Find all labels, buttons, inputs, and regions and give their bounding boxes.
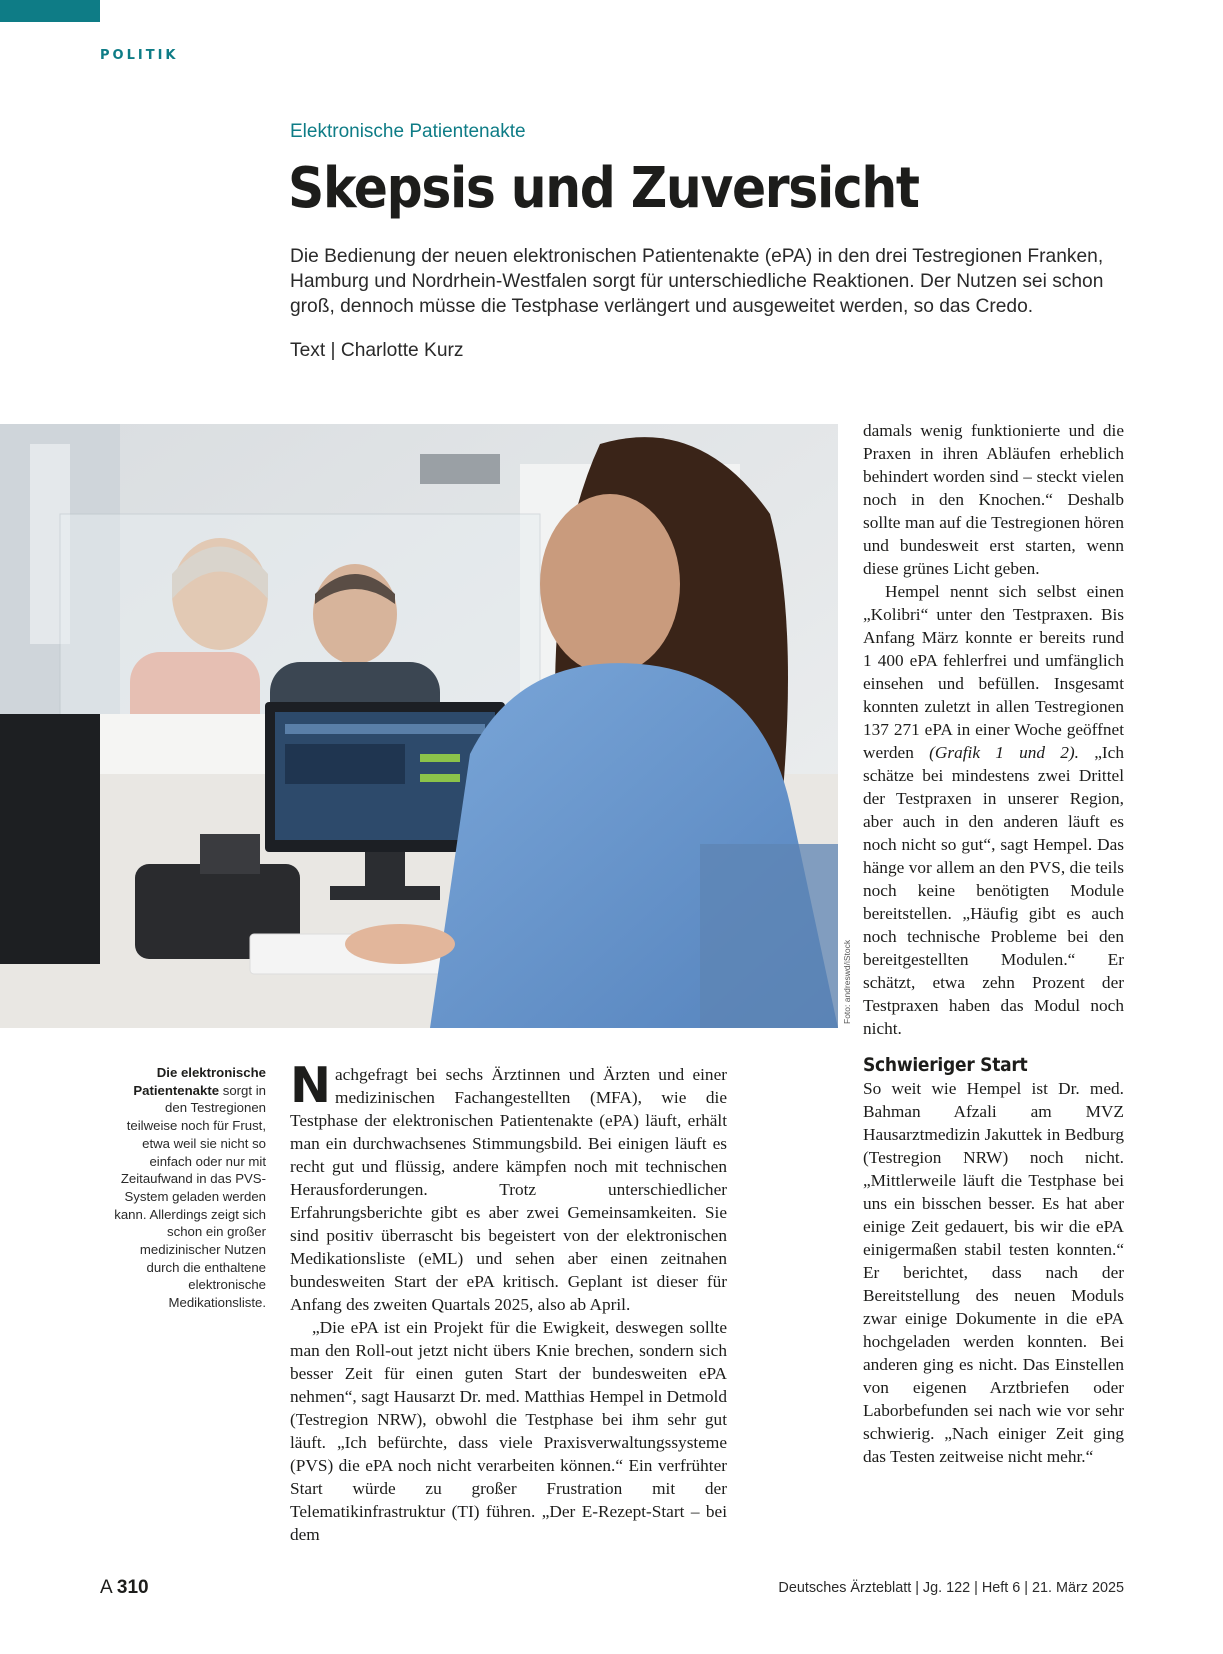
body-column-middle: [290, 1057, 727, 1546]
body-paragraph-2: „Die ePA ist ein Projekt für die Ewigkeit, deswegen sollte man den Roll-out jetzt nicht übers Knie brechen, sondern sich besser Zeit für einen guten Start der bundesweiten ePA nehmen“, sagt Hausarzt Dr. med. Matthias Hempel in Detmold (Testregion NRW), obwohl die Testphase bei ihm sehr gut läuft. „Ich befürchte, dass viele Praxisverwaltungssysteme (PVS) die ePA noch nicht verarbeiten können.“ Ein verfrühter Start würde zu großer Frustration mit der Telematikinfrastruktur (TI) führen. „Der E-Rezept-Start – bei dem: [290, 1318, 727, 1544]
journal-reference: Deutsches Ärzteblatt | Jg. 122 | Heft 6 | 21. März 2025: [778, 1580, 1124, 1596]
article-title: Skepsis und Zuversicht: [288, 156, 919, 221]
page-number-value: 310: [116, 1577, 149, 1598]
page-number: [100, 1577, 149, 1599]
paragraph-1-text: achgefragt bei sechs Ärztinnen und Ärzten und einer medizinischen Fachangestellten (MFA), wie die Testphase der elektronischen Patientenakte (ePA) läuft, erhält man ein durchwachsenes Stimmungsbild. Bei einigen läuft es recht gut und flüssig, andere kämpfen noch mit technischen Herausforderungen. Trotz unterschiedlicher Erfahrungsberichte gibt es aber zwei Gemeinsamkeiten. Sie sind positiv überrascht bis begeistert von der elektronischen Medikationsliste (eML) und sehen aber einen zeitnahen bundesweiten Start der ePA kritisch. Geplant ist dieser für Anfang des zweiten Quartals 2025, also ab April.: [290, 1065, 727, 1314]
body-column-right: [863, 419, 1124, 1468]
body-paragraph-1: [290, 1057, 727, 1316]
paragraph-4-text-b: „Ich schätze bei mindestens zwei Drittel der Testpraxen in unserer Region, aber auch in den anderen läuft es noch nicht so gut“, sagt Hempel. Das hänge vor allem an den PVS, die teils noch keine benötigten Module bereitstellen. „Häufig gibt es auch noch technische Probleme bei den bereitgestellten Modulen.“ Er schätzt, etwa zehn Prozent der Testpraxen haben das Modul noch nicht.: [863, 743, 1124, 1038]
caption-text: sorgt in den Testregionen teilweise noch für Frust, etwa weil sie nicht so einfach oder nur mit Zeitaufwand in das PVS-System geladen werden kann. Allerdings zeigt sich schon ein großer medizinischer Nutzen durch die enthaltene elektronische Medikationsliste.: [114, 1082, 266, 1311]
article-byline: Text | Charlotte Kurz: [290, 340, 464, 361]
section-label: POLITIK: [100, 48, 179, 63]
article-photo: [0, 424, 838, 1028]
graphic-reference: (Grafik 1 und 2).: [929, 743, 1079, 762]
photo-credit: Foto: andreswd/iStock: [842, 939, 852, 1024]
article-lead: Die Bedienung der neuen elektronischen Patientenakte (ePA) in den drei Testregionen Franken, Hamburg und Nordrhein-Westfalen sorgt für unterschiedliche Reaktionen. Der Nutzen sei schon groß, dennoch müsse die Testphase verlängert und ausgeweitet werden, so das Credo.: [290, 246, 1104, 317]
paragraph-4-text-a: Hempel nennt sich selbst einen „Kolibri“ unter den Testpraxen. Bis Anfang März konnte er bereits rund 1 400 ePA fehlerfrei und umfänglich einsehen und befüllen. Insgesamt konnten zuletzt in allen Testregionen 137 271 ePA in einer Woche geöffnet werden: [863, 582, 1124, 762]
caption-bold: Die elektronische Patientenakte: [133, 1065, 266, 1098]
article-kicker: Elektronische Patientenakte: [290, 121, 526, 142]
photo-caption: [112, 1064, 266, 1312]
section-color-bar: [0, 0, 100, 22]
drop-cap: N: [290, 1057, 332, 1114]
page-prefix: A: [100, 1577, 117, 1598]
body-paragraph-4: [863, 580, 1124, 1040]
body-paragraph-5: So weit wie Hempel ist Dr. med. Bahman Afzali am MVZ Hausarztmedizin Jakuttek in Bedburg (Testregion NRW) noch nicht. „Mittlerweile läuft die Testphase bei uns ein bisschen besser. Es hat aber einige Zeit gedauert, bis wir die ePA einigermaßen stabil testen konnten.“ Er berichtet, dass nach der Bereitstellung des neuen Moduls zwar einige Dokumente in die ePA hochgeladen werden konnten. Bei anderen ging es nicht. Das Einstellen von eigenen Arztbriefen oder Laborbefunden sei nach wie vor sehr schwierig. „Nach einiger Zeit ging das Testen zeitweise nicht mehr.“: [863, 1079, 1124, 1466]
body-paragraph-3: damals wenig funktionierte und die Praxen in ihren Abläufen erheblich behindert worden sind – steckt vielen noch in den Knochen.“ Deshalb sollte man auf die Testregionen hören und bundesweit erst starten, wenn diese grünes Licht geben.: [863, 421, 1124, 578]
subheading: Schwieriger Start: [863, 1054, 1028, 1076]
